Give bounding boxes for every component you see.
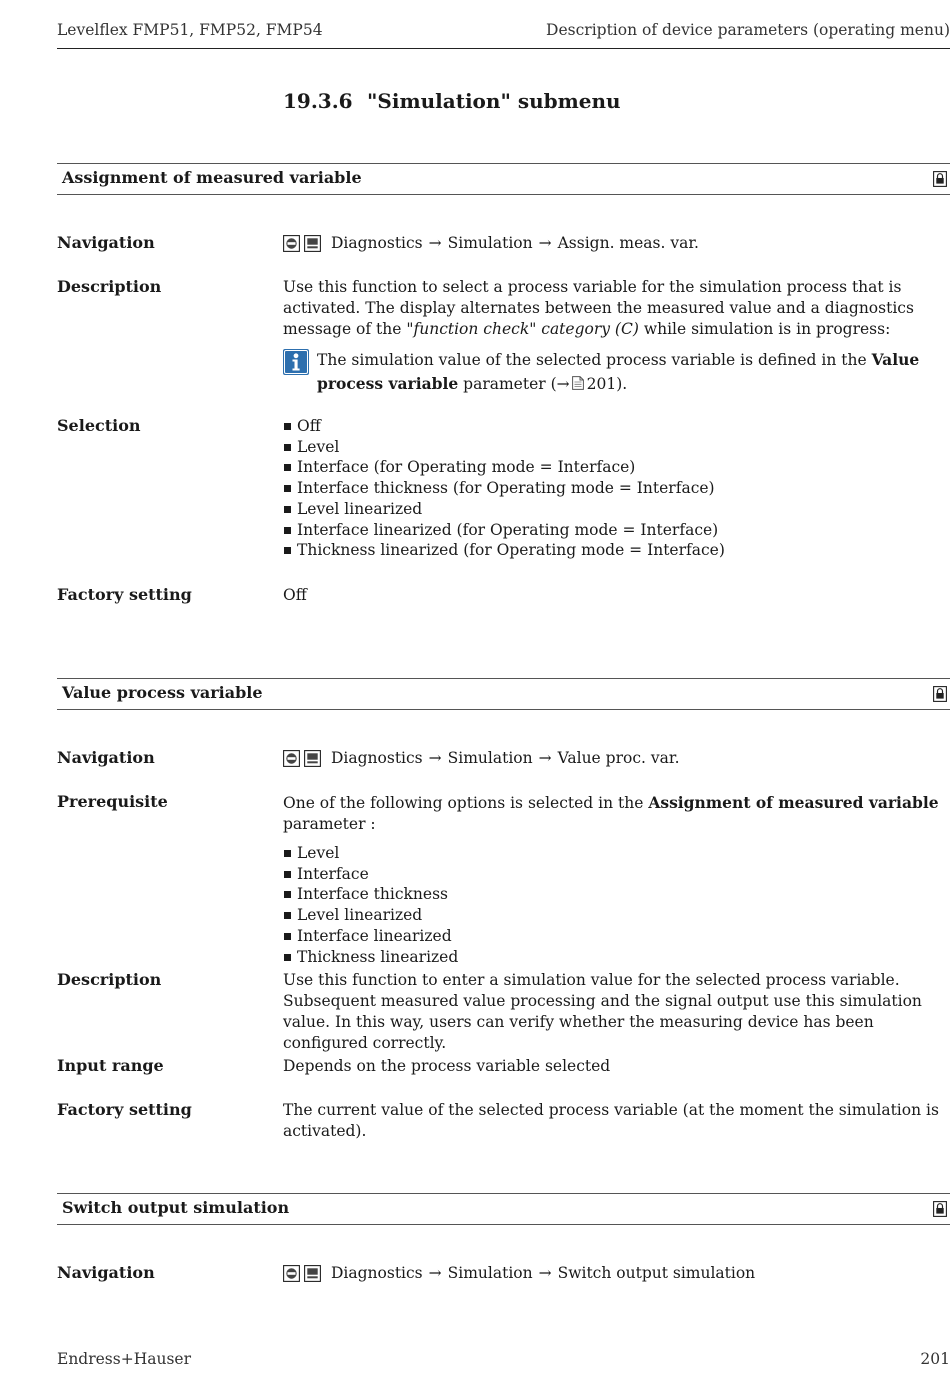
list-item: Level — [283, 843, 950, 864]
list-item: Interface thickness (for Operating mode = Interface) — [283, 478, 950, 499]
navigation-path — [283, 1263, 950, 1284]
operating-tool-icon — [283, 235, 300, 252]
nav-menu: Diagnostics — [331, 749, 423, 767]
section-heading: "Simulation" submenu — [367, 89, 621, 113]
nav-parameter: Switch output simulation — [557, 1264, 756, 1282]
prerequisite-part: parameter : — [283, 815, 376, 833]
prerequisite-parameter-ref: Assignment of measured variable — [648, 793, 939, 812]
label-prerequisite: Prerequisite — [57, 792, 168, 811]
page-ref-icon — [572, 376, 584, 390]
nav-parameter: Value proc. var. — [557, 749, 680, 767]
description-part: while simulation is in progress: — [638, 320, 891, 338]
list-item: Level linearized — [283, 905, 950, 926]
lock-icon — [933, 171, 947, 187]
note-part: parameter (→ — [458, 375, 570, 393]
page-header — [57, 18, 950, 49]
display-module-icon — [304, 750, 321, 767]
info-icon — [283, 349, 309, 375]
page-footer — [57, 1350, 950, 1368]
list-item: Interface (for Operating mode = Interface) — [283, 457, 950, 478]
nav-submenu: Simulation — [447, 749, 533, 767]
list-item: Level — [283, 437, 950, 458]
list-item: Thickness linearized — [283, 947, 950, 968]
label-description: Description — [57, 970, 162, 989]
label-navigation: Navigation — [57, 1263, 155, 1282]
factory-setting-value: The current value of the selected process variable (at the moment the simulation is activated). — [283, 1101, 939, 1140]
factory-setting-value: Off — [283, 586, 307, 604]
operating-tool-icon — [283, 750, 300, 767]
navigation-path — [283, 233, 950, 254]
nav-arrow: → — [428, 749, 442, 767]
note-parameter-ref: Value process variable — [317, 350, 920, 393]
nav-arrow: → — [538, 749, 552, 767]
page-number: 201 — [920, 1350, 950, 1368]
nav-arrow: → — [538, 1264, 552, 1282]
list-item: Off — [283, 416, 950, 437]
info-note — [283, 348, 950, 396]
nav-submenu: Simulation — [447, 1264, 533, 1282]
note-part: The simulation value of the selected process variable is defined in the — [317, 351, 872, 369]
param-bar-value-process — [57, 678, 950, 710]
label-navigation: Navigation — [57, 233, 155, 252]
list-item: Interface — [283, 864, 950, 885]
nav-submenu: Simulation — [447, 234, 533, 252]
label-input-range: Input range — [57, 1056, 164, 1075]
label-factory-setting: Factory setting — [57, 585, 192, 604]
param-title: Value process variable — [62, 683, 263, 702]
prerequisite-text — [283, 792, 950, 967]
note-page-link[interactable]: 201). — [586, 375, 628, 393]
nav-arrow: → — [428, 234, 442, 252]
list-item: Interface linearized — [283, 926, 950, 947]
prerequisite-part: One of the following options is selected in the — [283, 794, 649, 812]
selection-list — [283, 416, 950, 561]
lock-icon — [933, 686, 947, 702]
list-item: Thickness linearized (for Operating mode = Interface) — [283, 540, 950, 561]
list-item: Level linearized — [283, 499, 950, 520]
label-description: Description — [57, 277, 162, 296]
list-item: Interface linearized (for Operating mode = Interface) — [283, 520, 950, 541]
nav-menu: Diagnostics — [331, 1264, 423, 1282]
section-number: 19.3.6 — [283, 89, 353, 113]
description-part: Use this function to select a process variable for the simulation process that is activated. The display alternates between the measured value and a diagnostics message of the — [283, 278, 914, 338]
header-product: Levelflex FMP51, FMP52, FMP54 — [57, 21, 323, 39]
operating-tool-icon — [283, 1265, 300, 1282]
description-text: Use this function to enter a simulation value for the selected process variable. Subsequent measured value processing and the signal output use this simulation value. In this way, users can verify whether the measuring device has been configured correctly. — [283, 971, 922, 1052]
header-chapter: Description of device parameters (operating menu) — [546, 21, 950, 39]
navigation-path — [283, 748, 950, 769]
list-item: Interface thickness — [283, 884, 950, 905]
description-text — [283, 277, 950, 396]
display-module-icon — [304, 235, 321, 252]
footer-company: Endress+Hauser — [57, 1350, 191, 1368]
nav-arrow: → — [428, 1264, 442, 1282]
param-title: Assignment of measured variable — [62, 168, 362, 187]
label-navigation: Navigation — [57, 748, 155, 767]
param-bar-switch-output — [57, 1193, 950, 1225]
section-title — [283, 89, 621, 113]
label-factory-setting: Factory setting — [57, 1100, 192, 1119]
param-bar-assignment — [57, 163, 950, 195]
label-selection: Selection — [57, 416, 141, 435]
display-module-icon — [304, 1265, 321, 1282]
input-range-value: Depends on the process variable selected — [283, 1057, 611, 1075]
lock-icon — [933, 1201, 947, 1217]
nav-arrow: → — [538, 234, 552, 252]
nav-menu: Diagnostics — [331, 234, 423, 252]
description-category: "function check" category (C) — [406, 320, 639, 338]
param-title: Switch output simulation — [62, 1198, 290, 1217]
nav-parameter: Assign. meas. var. — [557, 234, 699, 252]
